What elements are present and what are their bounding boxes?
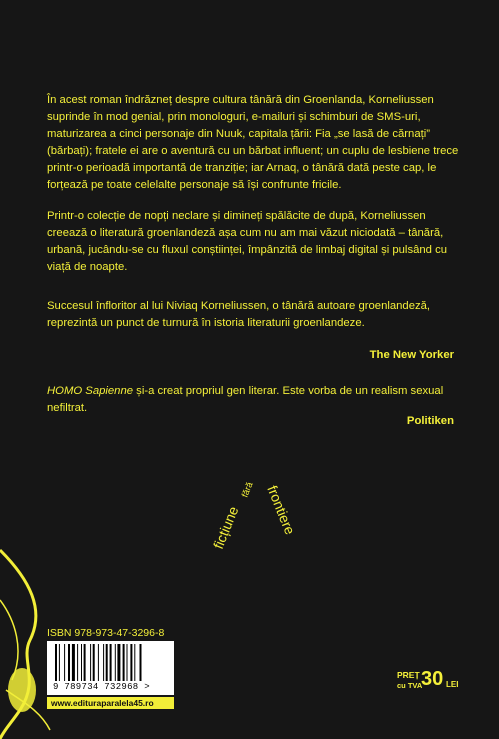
barcode-bar: [59, 644, 60, 681]
decorative-swirl: [0, 540, 80, 739]
barcode-bar: [117, 644, 120, 681]
barcode-bar: [134, 644, 135, 681]
barcode-bar: [127, 644, 128, 681]
barcode-bar: [84, 644, 86, 681]
barcode-bar: [103, 644, 104, 681]
price-label: PREȚ: [397, 670, 420, 680]
barcode-bar: [115, 644, 116, 681]
barcode-bar: [140, 644, 142, 681]
barcode-bar: [64, 644, 65, 681]
barcode-bar: [55, 644, 57, 681]
barcode-digits: 9 789734 732968 >: [53, 682, 150, 692]
barcode-bars: [47, 641, 174, 683]
review-quote-2: [47, 383, 459, 417]
barcode-bar: [90, 644, 91, 681]
description-paragraph-2: Printr-o colecție de nopți neclare și dimineți spălăcite de după, Korneliussen creează o literatură groenlandeză așa cum nu am mai văzut niciodată – tânără, urbană, jucându-se cu fluxul conștiinței, împânzită de limbaj digital și pulsând cu viață de noapte.: [47, 210, 448, 273]
barcode: [47, 641, 174, 695]
review-quote-1: Succesul înfloritor al lui Niviaq Korneliussen, o tânără autoare groenlandeză, reprezintă un punct de turnură în istoria literaturii groenlandeze.: [47, 300, 431, 329]
barcode-bar: [77, 644, 78, 681]
review-source-2: Politiken: [406, 415, 454, 427]
logo-word-fictiune: ficțiune: [209, 504, 242, 552]
description-paragraph-1: În acest roman îndrăzneț despre cultura tânără din Groenlanda, Korneliussen suprinde în mod genial, prin monologuri, e-mailuri și schimburi de SMS-uri, maturizarea a cinci personaje din Nuuk, capitala țării: Fia „se lasă de cărnați” (bărbați); fratele ei are o aventură cu un bărbat influent; un cuplu de lesbiene trece printr-o perioadă importantă de tranziție; iar Arnaq, o tânără dată peste cap, le forțează pe toate celelalte personaje să își confrunte fricile.: [47, 94, 459, 191]
price-currency: LEI: [446, 680, 459, 689]
barcode-bar: [110, 644, 112, 681]
price-value: 30: [421, 668, 444, 690]
review-source-1: The New Yorker: [369, 349, 454, 361]
barcode-bar: [93, 644, 95, 681]
isbn-number: ISBN 978-973-47-3296-8: [47, 627, 165, 639]
logo-word-frontiere: frontiere: [264, 483, 299, 537]
barcode-bar: [72, 644, 75, 681]
barcode-bar: [130, 644, 132, 681]
barcode-bar: [81, 644, 82, 681]
barcode-bar: [106, 644, 108, 681]
review-quote-2-text: și-a creat propriul gen literar. Este vorba de un realism sexual nefiltrat.: [47, 385, 444, 414]
logo-word-fara: fără: [239, 480, 255, 499]
collection-logo: [200, 440, 310, 560]
price-vat-label: cu TVA: [397, 681, 423, 690]
barcode-bar: [98, 644, 99, 681]
barcode-bar: [123, 644, 125, 681]
barcode-bar: [68, 644, 70, 681]
book-title-italic: HOMO Sapienne: [47, 385, 134, 397]
publisher-website: www.edituraparalela45.ro: [47, 697, 174, 709]
